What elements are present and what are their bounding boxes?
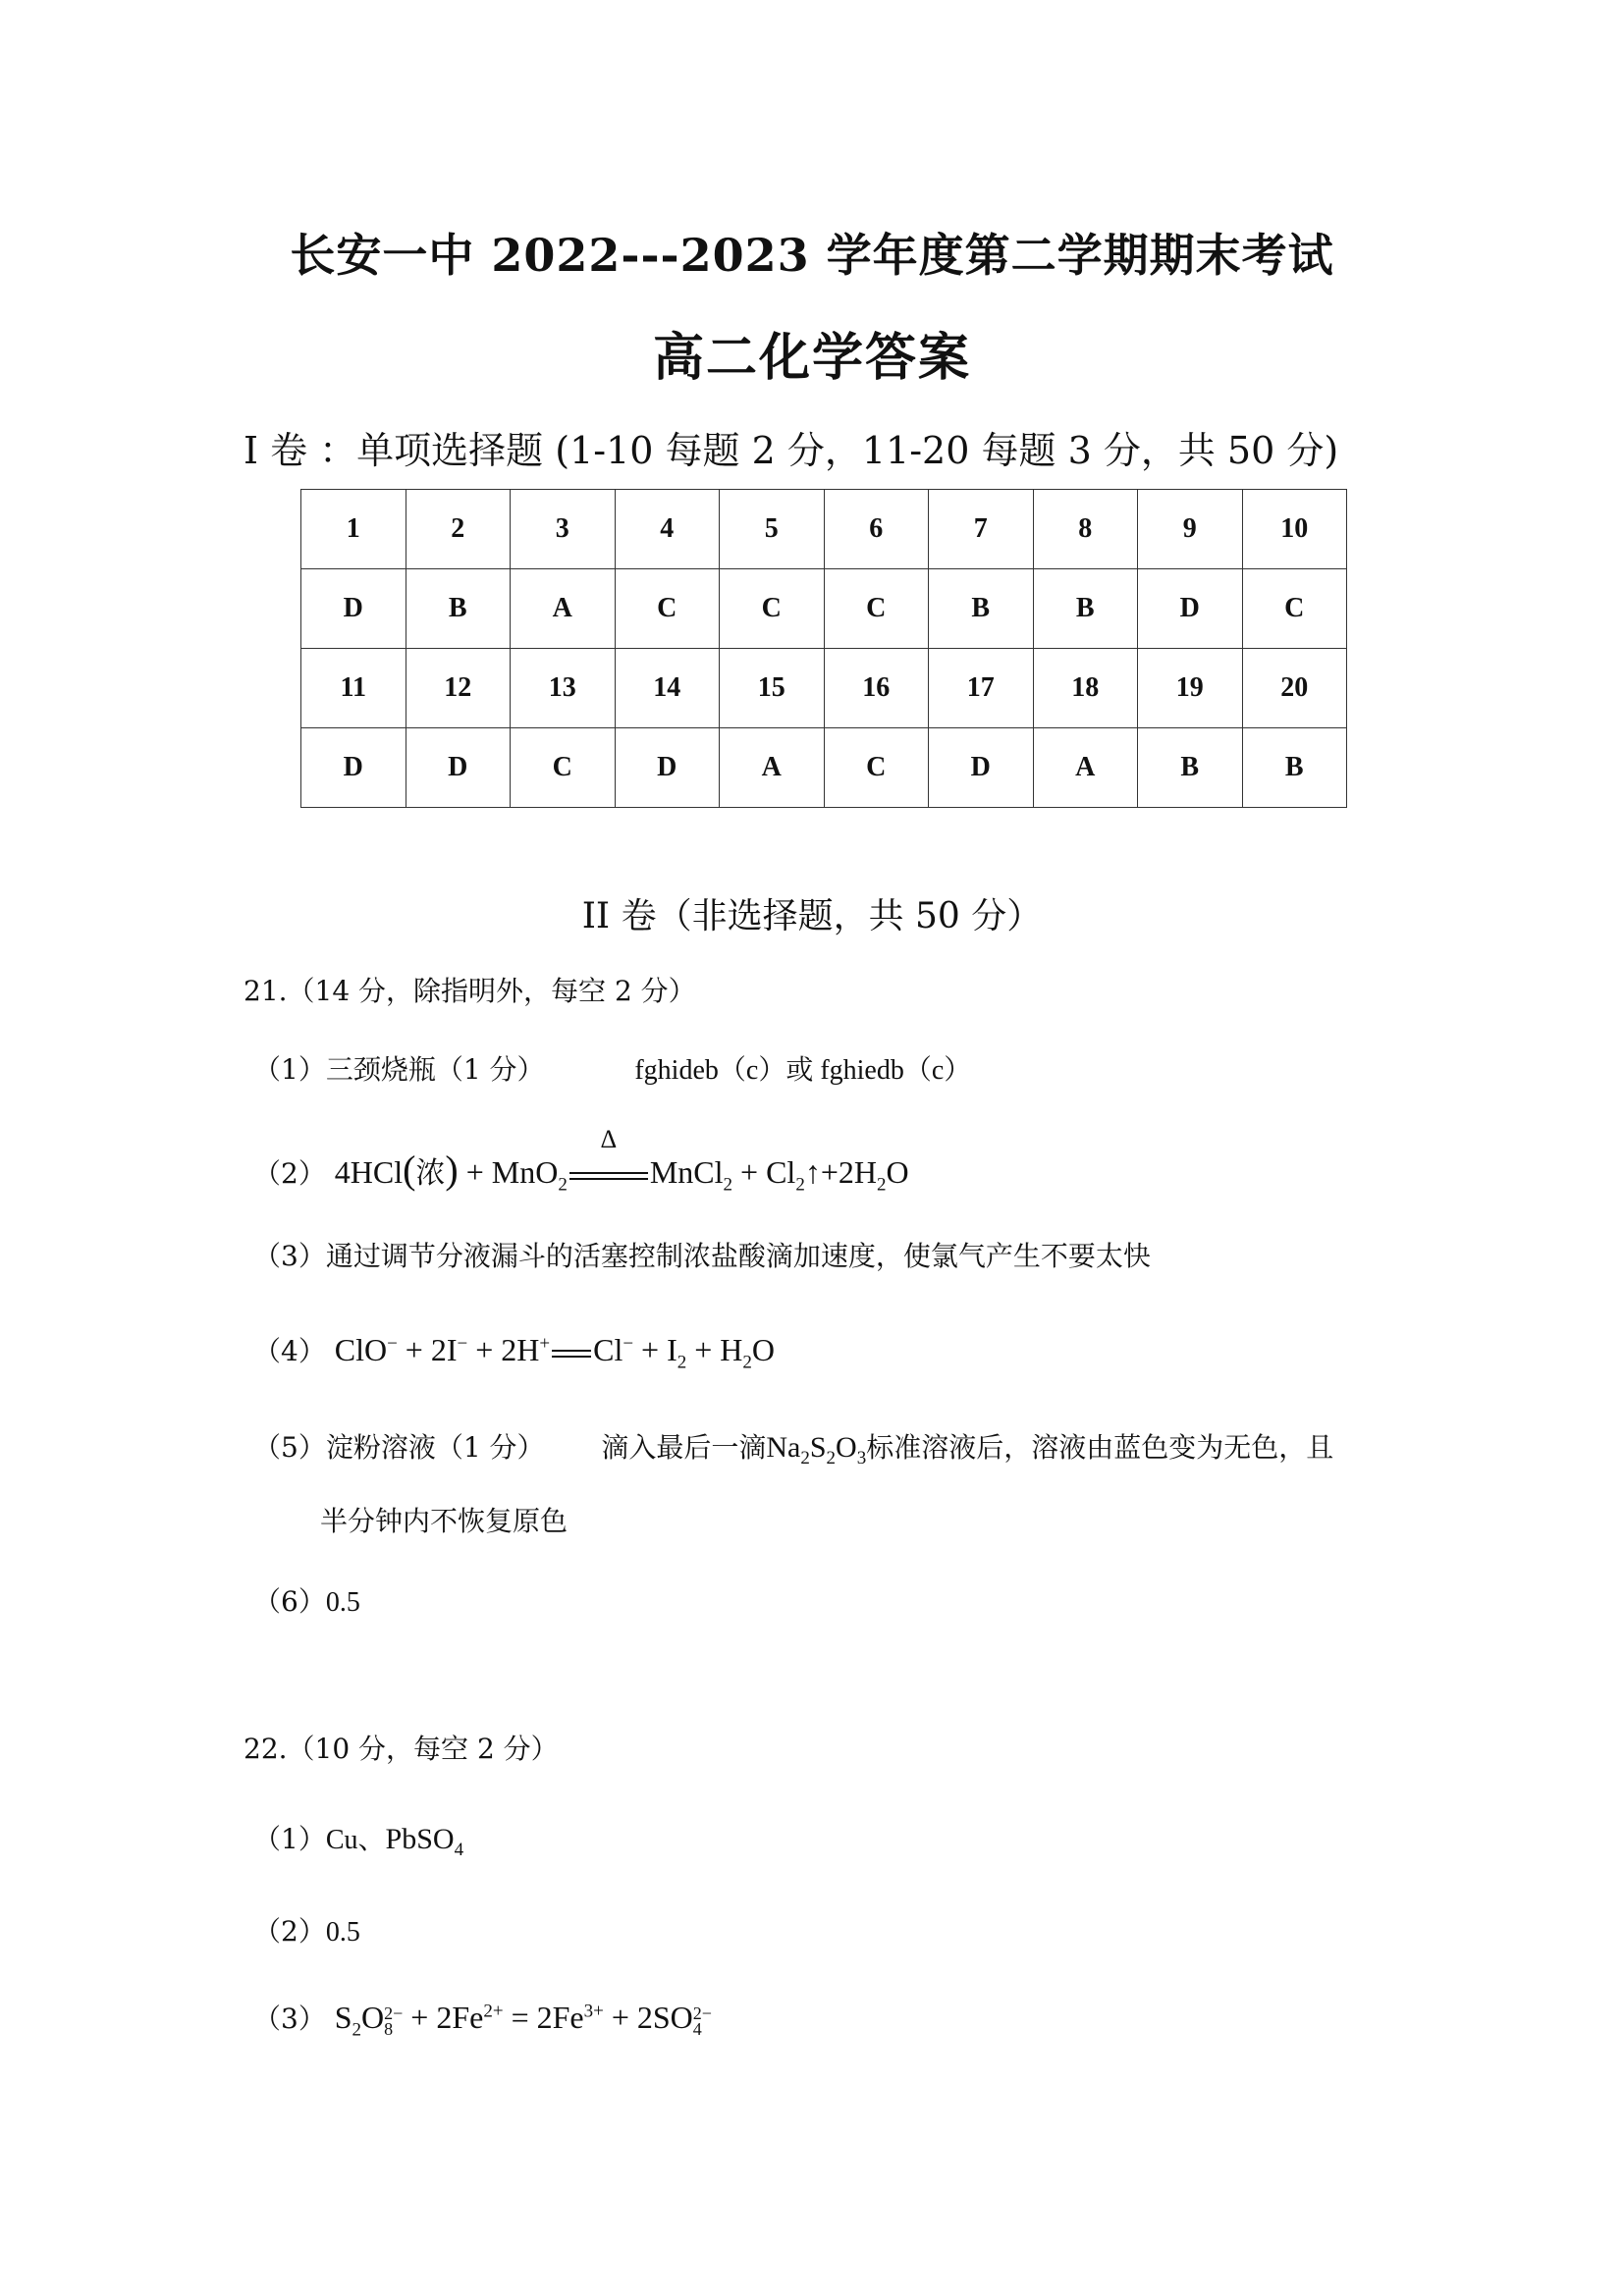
eq-subscript: 4 <box>454 1840 464 1860</box>
q21-answer-2 <box>253 1125 909 1196</box>
eq-subscript: 2 <box>677 1352 687 1373</box>
q22-a3-label: （3） <box>253 2002 326 2035</box>
q21-answer-1 <box>253 1048 971 1088</box>
answer-cell: B <box>1138 728 1243 808</box>
eq-superscript: + <box>539 1333 551 1355</box>
eq-equals <box>550 1332 593 1368</box>
answer-cell: A <box>720 728 825 808</box>
part2-heading: II 卷（非选择题，共 50 分） <box>581 896 1043 936</box>
answer-cell: D <box>1138 569 1243 649</box>
question-number-cell: 14 <box>615 649 720 728</box>
equals-sign <box>569 1172 648 1180</box>
q21-a1-order: fghideb（c）或 fghiedb（c） <box>634 1055 972 1086</box>
eq-term: + I <box>633 1332 677 1367</box>
delta-icon: Δ <box>600 1125 618 1153</box>
eq-subscript: 2 <box>558 1174 568 1196</box>
eq-term: + 2SO <box>603 2000 693 2035</box>
q21-a4-label: （4） <box>253 1335 326 1367</box>
answer-cell: C <box>511 728 616 808</box>
eq-term: + H <box>686 1332 743 1367</box>
equals-sign <box>552 1350 591 1358</box>
eq-term: + 2H <box>467 1332 540 1367</box>
eq-subscript: 2 <box>352 2019 362 2041</box>
q21-a5-label: （5） <box>253 1431 326 1464</box>
eq-subscript: 2 <box>800 1448 810 1468</box>
question-number-cell: 9 <box>1138 490 1243 569</box>
eq-term: + MnO <box>458 1154 559 1190</box>
q21-a5-formula <box>766 1431 867 1468</box>
question-number-cell: 20 <box>1242 649 1347 728</box>
eq-term: O <box>361 2000 385 2035</box>
q22-a2-label: （2） <box>253 1915 326 1948</box>
answer-cell: A <box>511 569 616 649</box>
question-number-cell: 4 <box>615 490 720 569</box>
eq-term: MnCl <box>649 1154 724 1190</box>
eq-heat-arrow <box>568 1125 650 1191</box>
q22-answer-1 <box>253 1818 463 1861</box>
eq-term: 4HCl <box>334 1154 404 1190</box>
eq-ion-scripts <box>384 2002 404 2039</box>
question-number-row <box>301 649 1347 728</box>
eq-subscript: 2 <box>826 1448 837 1468</box>
q21-a3-text: 通过调节分液漏斗的活塞控制浓盐酸滴加速度，使氯气产生不要太快 <box>325 1240 1151 1272</box>
eq-superscript: − <box>387 1333 398 1355</box>
question-number-cell: 10 <box>1242 490 1347 569</box>
answer-cell: D <box>406 728 511 808</box>
q21-a1-text: 三颈烧瓶（1 分） <box>325 1053 545 1086</box>
question-number-cell: 16 <box>824 649 929 728</box>
q21-a2-equation <box>334 1125 909 1196</box>
exam-subtitle: 高二化学答案 <box>652 328 971 388</box>
exam-title: 长安一中 2022---2023 学年度第二学期期末考试 <box>290 229 1334 282</box>
eq-term: + Cl <box>732 1154 796 1190</box>
q22-a3-equation <box>334 2000 712 2041</box>
answer-cell: D <box>615 728 720 808</box>
answer-cell: C <box>824 728 929 808</box>
question-number-cell: 17 <box>929 649 1034 728</box>
q22-a1-formula <box>385 1823 464 1860</box>
eq-term: Na <box>766 1431 801 1464</box>
answer-cell: B <box>406 569 511 649</box>
answer-cell: C <box>615 569 720 649</box>
eq-term: = 2Fe <box>503 2000 584 2035</box>
question-number-cell: 2 <box>406 490 511 569</box>
eq-subscript: 2 <box>742 1352 752 1373</box>
eq-superscript: 2− <box>384 2002 404 2023</box>
eq-term: S <box>809 1431 827 1464</box>
q21-answer-5-cont: 半分钟内不恢复原色 <box>320 1505 568 1537</box>
eq-term: ClO <box>334 1332 388 1367</box>
eq-term: O <box>836 1431 857 1464</box>
question-number-cell: 18 <box>1033 649 1138 728</box>
question-number-cell: 3 <box>511 490 616 569</box>
answer-table <box>300 489 1347 808</box>
eq-superscript: 2− <box>692 2002 712 2023</box>
part1-heading: I 卷 ：单项选择题 (1-10 每题 2 分，11-20 每题 3 分，共 50 分) <box>244 429 1339 472</box>
eq-subscript: 2 <box>795 1174 805 1196</box>
q21-answer-6 <box>253 1580 360 1620</box>
q21-a4-equation <box>334 1332 776 1373</box>
eq-superscript: − <box>623 1333 634 1355</box>
question-number-cell: 19 <box>1138 649 1243 728</box>
eq-term: S <box>334 2000 352 2035</box>
eq-subscript: 3 <box>856 1448 867 1468</box>
answer-cell: B <box>1242 728 1347 808</box>
q21-answer-5 <box>253 1426 1333 1469</box>
answer-cell: B <box>1033 569 1138 649</box>
question-number-cell: 15 <box>720 649 825 728</box>
question-number-cell: 8 <box>1033 490 1138 569</box>
eq-condition: 浓 <box>415 1156 446 1191</box>
eq-term: + 2I <box>397 1332 458 1367</box>
answer-cell: D <box>929 728 1034 808</box>
q22-a1-label: （1） <box>253 1823 326 1855</box>
eq-subscript: 4 <box>692 2018 702 2039</box>
question-number-cell: 1 <box>301 490 406 569</box>
question-number-cell: 6 <box>824 490 929 569</box>
eq-term: O <box>751 1332 776 1367</box>
q22-answer-2 <box>253 1910 360 1949</box>
eq-term: +2H <box>820 1154 877 1190</box>
q21-a5-text1: 淀粉溶液（1 分） <box>325 1431 545 1464</box>
answer-row <box>301 569 1347 649</box>
answer-cell: C <box>1242 569 1347 649</box>
question-number-cell: 7 <box>929 490 1034 569</box>
answer-cell: B <box>929 569 1034 649</box>
eq-term: + 2Fe <box>403 2000 484 2035</box>
answer-cell: A <box>1033 728 1138 808</box>
eq-subscript: 2 <box>876 1174 887 1196</box>
q22-a1-text: Cu、 <box>325 1825 386 1855</box>
q21-a6-text: 0.5 <box>325 1587 360 1618</box>
q21-a2-label: （2） <box>253 1157 326 1190</box>
eq-term: O <box>886 1154 909 1190</box>
eq-superscript: − <box>457 1333 468 1355</box>
eq-superscript: 3+ <box>583 2001 604 2022</box>
q21-a1-label: （1） <box>253 1053 326 1086</box>
answer-row <box>301 728 1347 808</box>
q22-header: 22.（10 分，每空 2 分） <box>244 1733 559 1765</box>
question-number-row <box>301 490 1347 569</box>
q21-answer-3 <box>253 1235 1151 1274</box>
eq-subscript: 8 <box>384 2018 394 2039</box>
question-number-cell: 5 <box>720 490 825 569</box>
q21-a6-label: （6） <box>253 1585 326 1618</box>
q22-a2-text: 0.5 <box>325 1917 360 1948</box>
eq-ion-scripts <box>692 2002 712 2039</box>
eq-subscript: 2 <box>723 1174 733 1196</box>
answer-cell: D <box>301 569 406 649</box>
eq-term: PbSO <box>385 1823 455 1855</box>
eq-term: Cl <box>593 1332 623 1367</box>
gas-arrow-icon: ↑ <box>804 1154 821 1190</box>
q21-a5-text3: 标准溶液后，溶液由蓝色变为无色，且 <box>866 1431 1334 1464</box>
q22-answer-3 <box>253 1998 712 2041</box>
q21-answer-4 <box>253 1330 775 1373</box>
eq-paren: ) <box>445 1148 459 1192</box>
answer-table-body <box>301 490 1347 808</box>
answer-cell: D <box>301 728 406 808</box>
q21-a5-text2: 滴入最后一滴 <box>601 1431 767 1464</box>
q21-header: 21.（14 分，除指明外，每空 2 分） <box>244 975 696 1007</box>
question-number-cell: 11 <box>301 649 406 728</box>
eq-paren: ( <box>403 1148 416 1192</box>
answer-cell: C <box>824 569 929 649</box>
q21-a3-label: （3） <box>253 1240 326 1272</box>
answer-cell: C <box>720 569 825 649</box>
question-number-cell: 12 <box>406 649 511 728</box>
question-number-cell: 13 <box>511 649 616 728</box>
eq-superscript: 2+ <box>483 2001 504 2022</box>
